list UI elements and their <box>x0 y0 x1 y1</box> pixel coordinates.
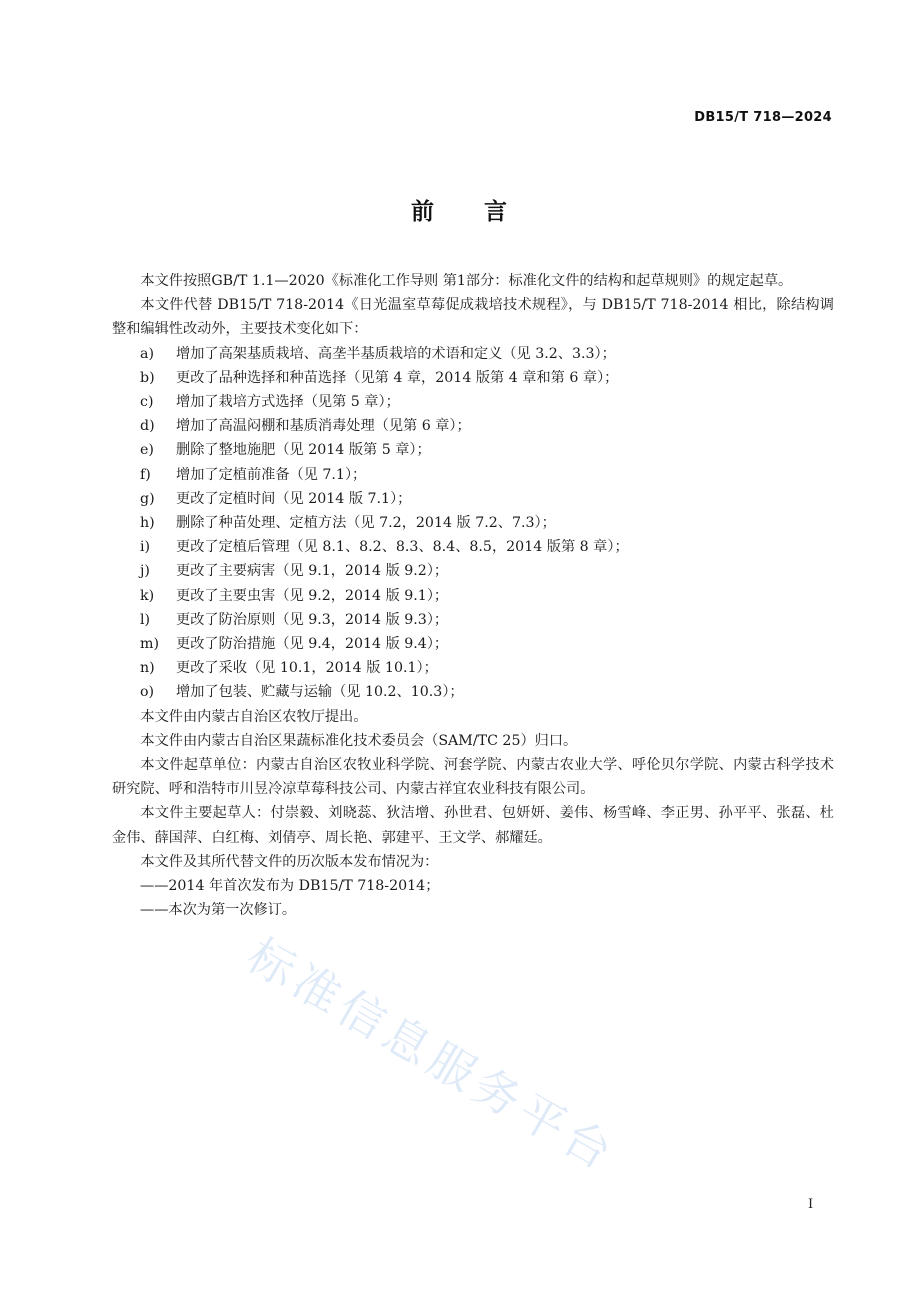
list-item-mark: a) <box>140 345 154 362</box>
document-code: DB15/T 718—2024 <box>694 110 832 125</box>
list-item <box>112 535 834 559</box>
list-item <box>112 656 834 680</box>
list-item-text: 更改了定植后管理（见 8.1、8.2、8.3、8.4、8.5，2014 版第 8 章）； <box>176 539 629 556</box>
list-item <box>112 559 834 583</box>
list-item-mark: g) <box>140 490 155 507</box>
list-item-text: 更改了防治措施（见 9.4，2014 版 9.4）； <box>176 636 449 653</box>
list-item-mark: n) <box>140 660 155 677</box>
list-item <box>112 463 834 487</box>
list-item-mark: b) <box>140 369 155 386</box>
list-item-text: 删除了整地施肥（见 2014 版第 5 章）； <box>176 442 431 459</box>
list-item-mark: h) <box>140 515 155 532</box>
list-item-text: 增加了栽培方式选择（见第 5 章）； <box>176 394 400 411</box>
list-item-mark: k) <box>140 587 155 604</box>
list-item-mark: l) <box>140 611 151 628</box>
list-item-mark: o) <box>140 684 155 701</box>
list-item <box>112 680 834 704</box>
list-item <box>112 390 834 414</box>
list-item <box>112 366 834 390</box>
list-item-mark: c) <box>140 394 154 411</box>
drafters-paragraph: 本文件主要起草人：付崇毅、刘晓蕊、狄洁增、孙世君、包妍妍、姜伟、杨雪峰、李正男、孙平平、张磊、杜金伟、薛国萍、白红梅、刘倩亭、周长艳、郭建平、王文学、郝耀廷。 <box>112 805 834 846</box>
intro-paragraph-1: 本文件按照GB/T 1.1—2020《标准化工作导则 第1部分：标准化文件的结构和起草规则》的规定起草。 <box>140 273 793 289</box>
history-item: ——2014 年首次发布为 DB15/T 718-2014； <box>140 878 440 895</box>
list-item-mark: i) <box>140 539 151 556</box>
list-item-mark: j) <box>140 563 150 580</box>
list-item-text: 增加了包装、贮藏与运输（见 10.2、10.3）； <box>176 684 464 701</box>
history-item: ——本次为第一次修订。 <box>140 902 297 919</box>
page-title <box>0 193 920 226</box>
list-item <box>112 342 834 366</box>
changes-list <box>112 342 834 705</box>
history-intro-paragraph: 本文件及其所代替文件的历次版本发布情况为： <box>140 853 439 870</box>
title-char-1: 前 <box>411 199 436 225</box>
committee-paragraph: 本文件由内蒙古自治区果蔬标准化技术委员会（SAM/TC 25）归口。 <box>140 732 578 749</box>
intro-paragraph-2: 本文件代替 DB15/T 718-2014《日光温室草莓促成栽培技术规程》，与 DB15/T 718-2014 相比，除结构调整和编辑性改动外，主要技术变化如下： <box>112 297 834 338</box>
list-item-text: 更改了采收（见 10.1，2014 版 10.1）； <box>176 660 438 677</box>
list-item <box>112 438 834 462</box>
list-item-text: 删除了种苗处理、定植方法（见 7.2，2014 版 7.2、7.3）； <box>176 515 556 532</box>
watermark: 标准信息服务平台 <box>238 927 626 1183</box>
list-item-text: 更改了防治原则（见 9.3，2014 版 9.3）； <box>176 611 449 628</box>
proposer-paragraph: 本文件由内蒙古自治区农牧厅提出。 <box>140 708 368 725</box>
list-item <box>112 608 834 632</box>
list-item <box>112 511 834 535</box>
list-item <box>112 487 834 511</box>
list-item-text: 更改了品种选择和种苗选择（见第 4 章，2014 版第 4 章和第 6 章）； <box>176 369 619 386</box>
list-item-mark: e) <box>140 442 154 459</box>
drafting-units-paragraph: 本文件起草单位：内蒙古自治区农牧业科学院、河套学院、内蒙古农业大学、呼伦贝尔学院、内蒙古科学技术研究院、呼和浩特市川昱冷凉草莓科技公司、内蒙古祥宜农业科技有限公司。 <box>112 757 834 798</box>
list-item-text: 更改了主要病害（见 9.1，2014 版 9.2）； <box>176 563 449 580</box>
list-item <box>112 584 834 608</box>
list-item-mark: m) <box>140 636 159 653</box>
list-item-text: 增加了定植前准备（见 7.1）； <box>176 466 367 483</box>
list-item-mark: f) <box>140 466 151 483</box>
page-number: I <box>808 1197 814 1212</box>
list-item-text: 更改了定植时间（见 2014 版 7.1）； <box>176 490 412 507</box>
list-item <box>112 414 834 438</box>
list-item-text: 增加了高温闷棚和基质消毒处理（见第 6 章）； <box>176 418 471 435</box>
foreword-body <box>112 269 834 922</box>
title-char-2: 言 <box>484 199 509 225</box>
list-item-text: 更改了主要虫害（见 9.2，2014 版 9.1）； <box>176 587 449 604</box>
list-item-mark: d) <box>140 418 155 435</box>
list-item-text: 增加了高架基质栽培、高垄半基质栽培的术语和定义（见 3.2、3.3）； <box>176 345 616 362</box>
list-item <box>112 632 834 656</box>
